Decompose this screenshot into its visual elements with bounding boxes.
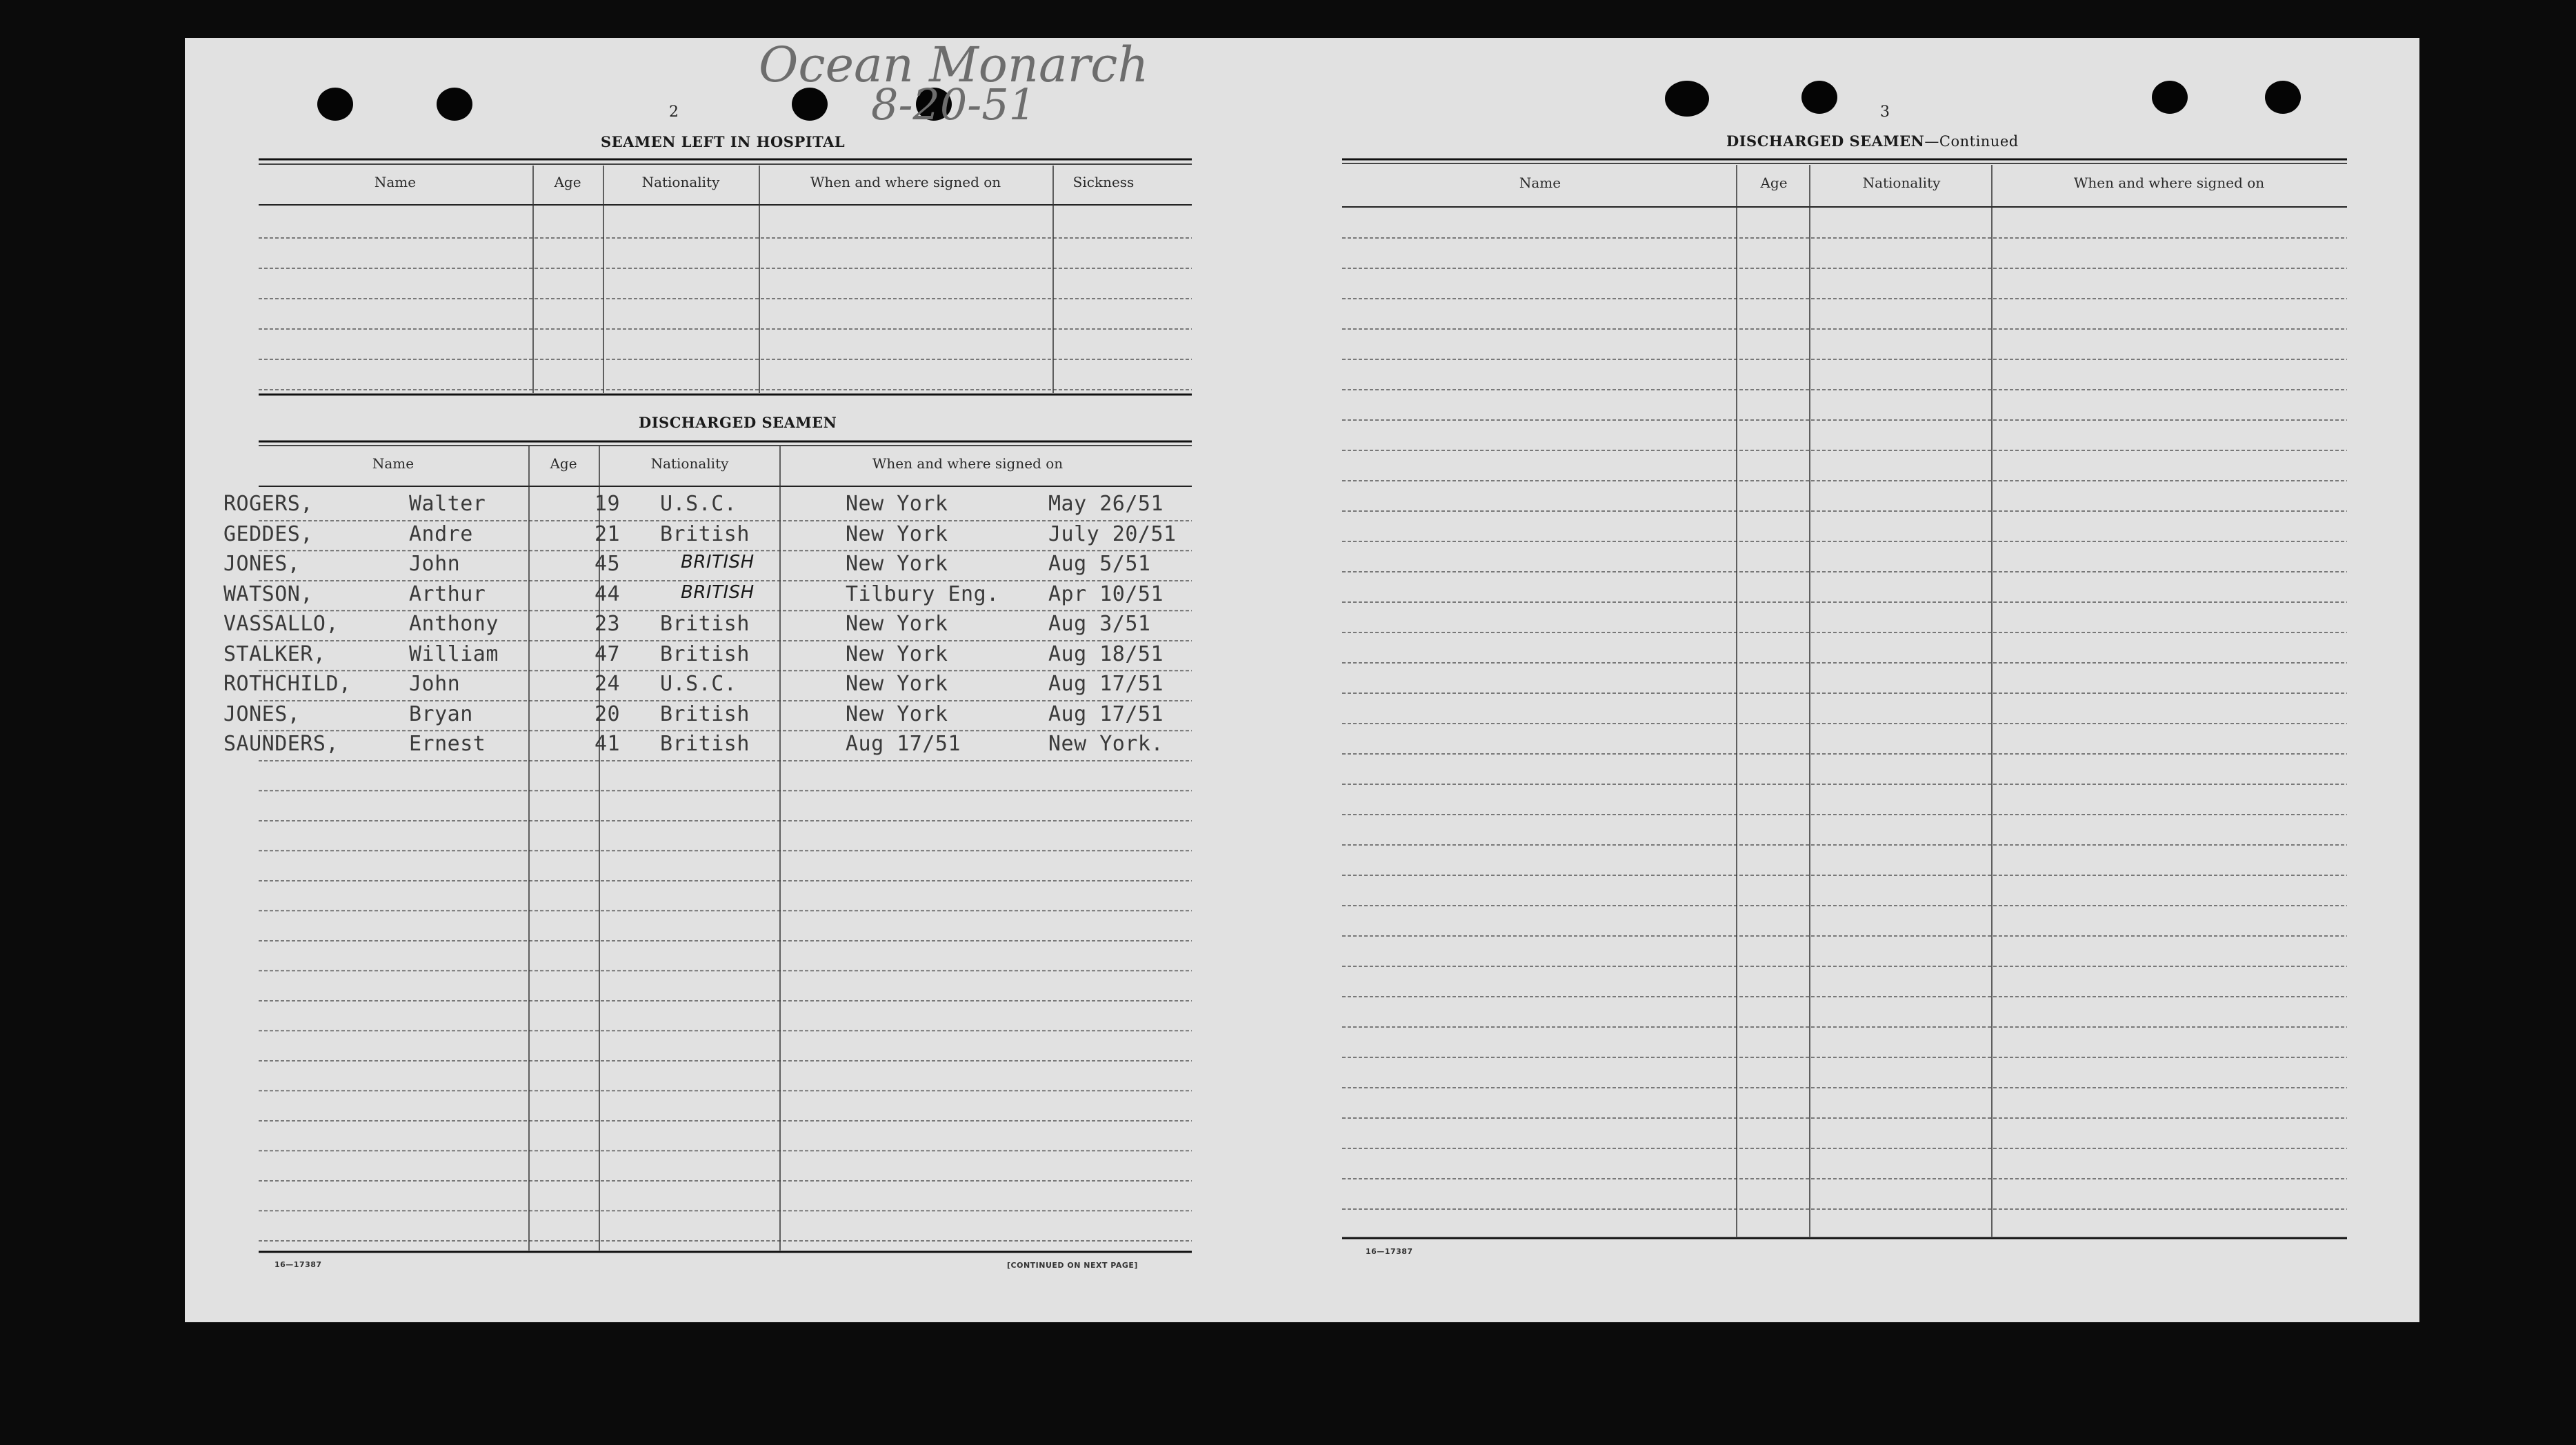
cell-given: Walter [409,492,486,516]
cell-age: 20 [595,701,621,726]
cell-date: Aug 3/51 [1048,612,1151,636]
cell-given: William [409,641,499,666]
handwritten-vessel-name: Ocean Monarch [759,37,1149,93]
cell-age: 47 [595,641,621,666]
cell-given: John [409,672,461,696]
cell-age: 24 [595,672,621,696]
hospital-section-title: SEAMEN LEFT IN HOSPITAL [601,133,846,150]
cell-age: 45 [595,552,621,576]
cell-given: Andre [409,521,473,546]
cell-place: New York [846,552,948,576]
cell-nationality: BRITISH [681,552,755,572]
hospital-col-sickness: Sickness [1072,174,1135,190]
discharged-section-title: DISCHARGED SEAMEN [639,414,837,431]
right-title-suffix: —Continued [1924,133,2019,150]
cell-given: Anthony [409,612,499,636]
continued-note: [CONTINUED ON NEXT PAGE] [1007,1261,1138,1270]
cell-age: 41 [595,732,621,756]
cell-date: New York. [1048,732,1164,756]
right-col-nationality: Nationality [1862,175,1941,191]
cell-age: 44 [595,581,621,606]
cell-place: New York [846,521,948,546]
cell-surname: SAUNDERS, [223,732,339,756]
cell-nationality: British [660,732,750,756]
cell-surname: VASSALLO, [223,612,339,636]
cell-nationality: BRITISH [681,581,755,603]
cell-place: Tilbury Eng. [846,581,999,606]
cell-date: July 20/51 [1048,521,1177,546]
cell-surname: STALKER, [223,641,326,666]
cell-nationality: British [660,612,750,636]
cell-date: Aug 18/51 [1048,641,1164,666]
cell-age: 21 [595,521,621,546]
cell-nationality: British [660,521,750,546]
right-col-signed-on: When and where signed on [2073,175,2265,191]
discharged-col-name: Name [372,455,415,472]
cell-place: New York [846,672,948,696]
cell-place: New York [846,641,948,666]
cell-surname: WATSON, [223,581,313,606]
cell-given: Ernest [409,732,486,756]
hospital-col-nationality: Nationality [641,174,720,190]
cell-nationality: British [660,701,750,726]
cell-date: Aug 17/51 [1048,701,1164,726]
left-page-number: 2 [669,103,679,121]
cell-surname: GEDDES, [223,521,313,546]
discharged-col-nationality: Nationality [650,455,729,472]
cell-nationality: U.S.C. [660,672,737,696]
cell-surname: JONES, [223,552,301,576]
cell-given: Arthur [409,581,486,606]
handwritten-date: 8-20-51 [871,79,1037,130]
cell-date: Aug 17/51 [1048,672,1164,696]
cell-date: Aug 5/51 [1048,552,1151,576]
right-form-number: 16—17387 [1366,1247,1413,1256]
hospital-col-signed-on: When and where signed on [810,174,1001,190]
document-sheet [185,38,2419,1322]
cell-date: May 26/51 [1048,492,1164,516]
form-rulings [185,38,2419,1322]
discharged-col-age: Age [550,455,577,472]
cell-given: Bryan [409,701,473,726]
discharged-col-signed-on: When and where signed on [872,455,1064,472]
right-page-number: 3 [1880,103,1890,121]
right-title-main: DISCHARGED SEAMEN [1726,132,1925,150]
cell-surname: ROGERS, [223,492,313,516]
cell-place: New York [846,492,948,516]
cell-age: 23 [595,612,621,636]
right-col-name: Name [1519,175,1561,191]
cell-surname: JONES, [223,701,301,726]
cell-age: 19 [595,492,621,516]
cell-place: New York [846,612,948,636]
cell-place: Aug 17/51 [846,732,961,756]
cell-nationality: U.S.C. [660,492,737,516]
left-form-number: 16—17387 [274,1260,322,1269]
right-col-age: Age [1760,175,1788,191]
cell-nationality: British [660,641,750,666]
cell-date: Apr 10/51 [1048,581,1164,606]
hospital-col-name: Name [374,174,417,190]
cell-given: John [409,552,461,576]
cell-surname: ROTHCHILD, [223,672,352,696]
cell-place: New York [846,701,948,726]
hospital-col-age: Age [554,174,581,190]
